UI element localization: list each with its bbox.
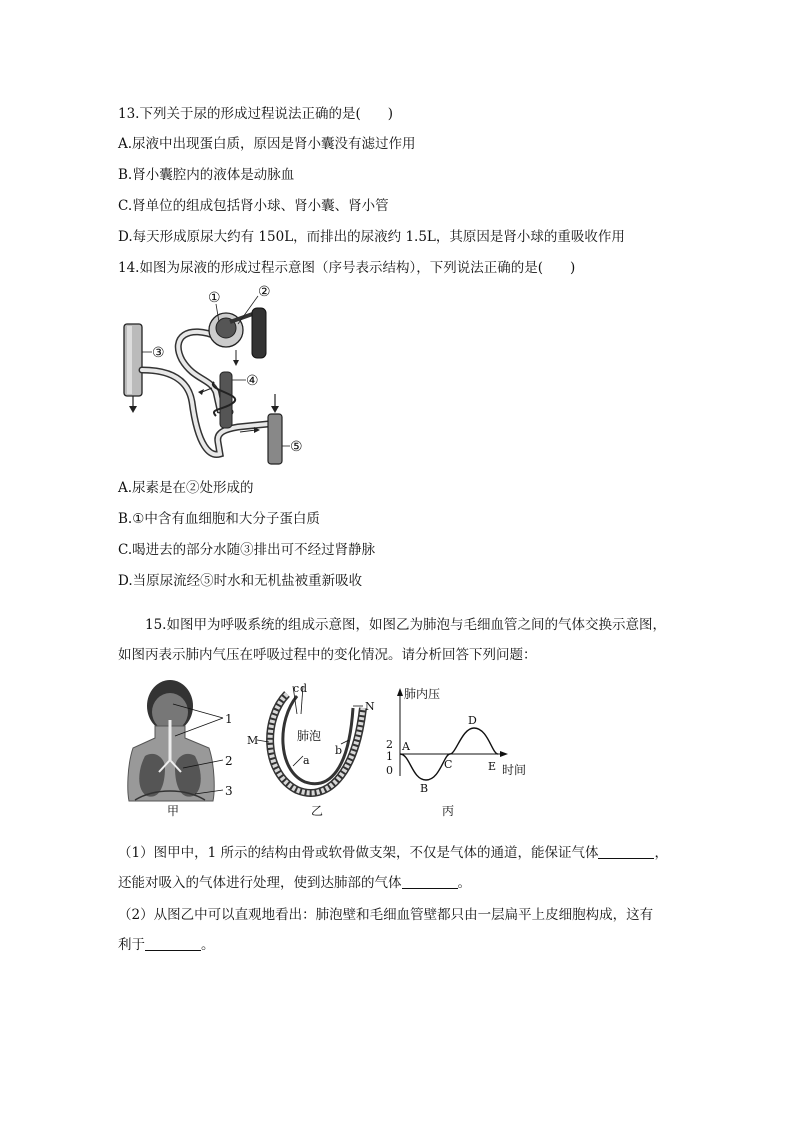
bing-point-d: D xyxy=(468,714,477,727)
q13-option-c: C.肾单位的组成包括肾小球、肾小囊、肾小管 xyxy=(118,198,389,214)
q15-sub2 xyxy=(118,900,678,960)
yi-alveolus-label: 肺泡 xyxy=(297,729,322,743)
jia-label-2: 2 xyxy=(225,754,233,768)
q15-sub1-text-a: （1）图甲中，1 所示的结构由骨或软骨做支架，不仅是气体的通道，能保证气体 xyxy=(118,845,599,861)
figure-jia-respiratory-system xyxy=(125,676,255,816)
arrow-a xyxy=(293,756,303,766)
flow-arrow-1-head xyxy=(233,360,239,366)
yi-label-c: c xyxy=(293,682,300,695)
q15-sub2-text-b: 利于 xyxy=(118,937,145,953)
bing-ytick-2: 2 xyxy=(386,738,393,751)
q15-intro: 15.如图甲为呼吸系统的组成示意图，如图乙为肺泡与毛细血管之间的气体交换示意图，如图丙表示肺内气压在呼吸过程中的变化情况。请分析回答下列问题： xyxy=(118,617,666,663)
nephron-diagram xyxy=(118,282,318,467)
q13-stem: 13.下列关于尿的形成过程说法正确的是( ) xyxy=(118,106,394,122)
collecting-duct-shade xyxy=(127,326,132,394)
q15-sub2-text-c: 。 xyxy=(201,937,215,953)
q15-sub1-blank-1[interactable] xyxy=(598,844,654,859)
collecting-duct xyxy=(124,324,142,396)
bing-ytick-0: 0 xyxy=(386,764,393,777)
collecting-tube xyxy=(268,414,282,464)
bing-ylabel: 肺内压 xyxy=(404,687,441,701)
yi-label-b: b xyxy=(335,744,343,757)
figure-bing-lung-pressure-curve xyxy=(380,676,535,818)
bing-point-b: B xyxy=(420,782,429,795)
yi-label-a: a xyxy=(303,754,310,767)
yi-label-d: d xyxy=(300,682,308,695)
jia-caption: 甲 xyxy=(167,804,180,818)
flow-arrow-3 xyxy=(240,430,256,432)
q15-sub1 xyxy=(118,838,678,898)
x-axis-arrow xyxy=(500,751,508,757)
q14-option-d: D.当原尿流经⑤时水和无机盐被重新吸收 xyxy=(118,573,363,589)
label-4: ④ xyxy=(246,373,259,389)
q15-sub1-text-b: ， xyxy=(654,845,668,861)
bing-xlabel: 时间 xyxy=(502,763,527,777)
q14-option-a: A.尿素是在②处形成的 xyxy=(118,480,254,496)
q15-sub2-text-a: （2）从图乙中可以直观地看出：肺泡壁和毛细血管壁都只由一层扁平上皮细胞构成，这有 xyxy=(118,907,654,923)
jia-label-1: 1 xyxy=(225,712,233,726)
yi-caption: 乙 xyxy=(311,804,324,818)
outflow-arrow-head xyxy=(129,406,137,413)
q15-sub2-blank-1[interactable] xyxy=(145,936,201,951)
inflow-arrow-head xyxy=(271,406,279,413)
bing-caption: 丙 xyxy=(442,804,455,818)
bing-ytick-1: 1 xyxy=(386,750,393,763)
q13-option-d: D.每天形成原尿大约有 150L，而排出的尿液约 1.5L，其原因是肾小球的重吸收作用 xyxy=(118,229,625,245)
bing-point-c: C xyxy=(444,758,453,771)
yi-label-n: N xyxy=(365,700,375,713)
jia-label-3: 3 xyxy=(225,784,233,798)
label-1: ① xyxy=(208,290,221,306)
y-axis-arrow xyxy=(397,688,403,696)
bing-point-e: E xyxy=(488,760,497,773)
q15-sub1-text-d: 。 xyxy=(457,875,471,891)
peritubular-capillary xyxy=(220,372,232,428)
q13-option-b: B.肾小囊腔内的液体是动脉血 xyxy=(118,167,295,183)
label-5: ⑤ xyxy=(290,439,303,455)
yi-label-m: M xyxy=(247,734,259,747)
q14-option-b: B.①中含有血细胞和大分子蛋白质 xyxy=(118,511,320,527)
label-3: ③ xyxy=(152,345,165,361)
bing-point-a: A xyxy=(402,740,410,753)
renal-vessel xyxy=(252,308,266,358)
q14-stem: 14.如图为尿液的形成过程示意图（序号表示结构），下列说法正确的是( ) xyxy=(118,260,576,276)
q15-sub1-blank-2[interactable] xyxy=(402,874,458,889)
label-2: ② xyxy=(258,284,271,300)
q15-sub1-text-c: 还能对吸入的气体进行处理，使到达肺部的气体 xyxy=(118,875,402,891)
figure-yi-alveolus-gas-exchange xyxy=(245,678,380,816)
q14-option-c: C.喝进去的部分水随③排出可不经过肾静脉 xyxy=(118,542,376,558)
q13-option-a: A.尿液中出现蛋白质，原因是肾小囊没有滤过作用 xyxy=(118,136,416,152)
